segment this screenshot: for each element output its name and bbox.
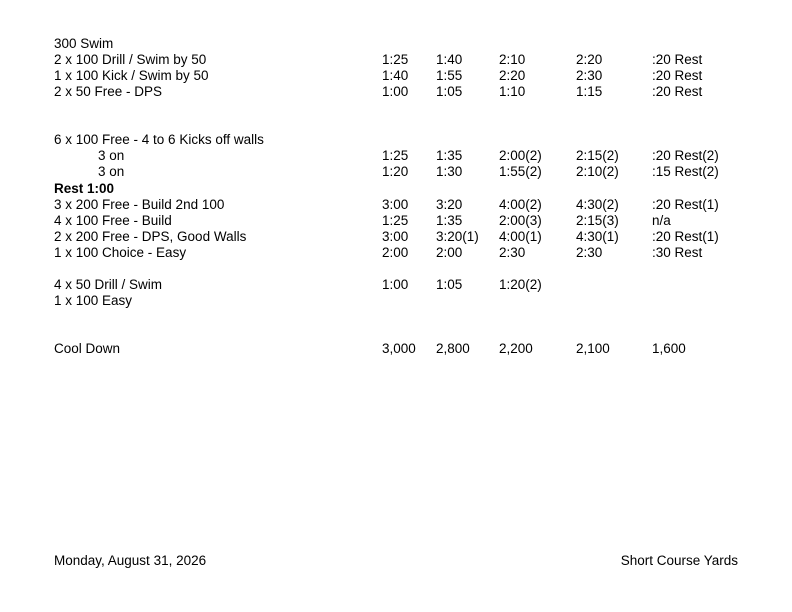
pace-col-1: 3:00 xyxy=(382,197,409,212)
pace-col-2: 1:05 xyxy=(436,84,463,99)
rest-heading: Rest 1:00 xyxy=(54,181,115,196)
pace-col-3: 2:20 xyxy=(499,68,526,83)
workout-row xyxy=(0,277,792,293)
set-description: 2 x 200 Free - DPS, Good Walls xyxy=(54,229,247,244)
workout-row xyxy=(0,245,792,261)
workout-row xyxy=(0,84,792,100)
pace-col-1: 1:20 xyxy=(382,164,409,179)
set-description: 4 x 50 Drill / Swim xyxy=(54,277,163,292)
pace-col-5: 1,600 xyxy=(652,341,686,356)
pace-col-1: 1:25 xyxy=(382,213,409,228)
pace-col-3: 1:55(2) xyxy=(499,164,542,179)
pace-col-5: :20 Rest xyxy=(652,52,703,67)
pace-col-4: 2:15(2) xyxy=(576,148,619,163)
pace-col-3: 2:00(3) xyxy=(499,213,542,228)
pace-col-1: 1:00 xyxy=(382,84,409,99)
pace-col-4: 1:15 xyxy=(576,84,603,99)
pace-col-4: 2:20 xyxy=(576,52,603,67)
pace-col-3: 1:10 xyxy=(499,84,526,99)
pace-col-4: 2:30 xyxy=(576,245,603,260)
pace-col-5: :20 Rest(2) xyxy=(652,148,719,163)
pace-col-2: 2:00 xyxy=(436,245,463,260)
workout-row xyxy=(0,68,792,84)
pace-col-3: 1:20(2) xyxy=(499,277,542,292)
pace-col-3: 2,200 xyxy=(499,341,533,356)
set-description: Cool Down xyxy=(54,341,121,356)
pace-col-2: 1:35 xyxy=(436,213,463,228)
pace-col-1: 2:00 xyxy=(382,245,409,260)
set-description: 1 x 100 Choice - Easy xyxy=(54,245,187,260)
workout-row xyxy=(0,164,792,180)
workout-row xyxy=(0,197,792,213)
set-description: 2 x 100 Drill / Swim by 50 xyxy=(54,52,207,67)
pace-col-4: 2,100 xyxy=(576,341,610,356)
pace-col-2: 1:30 xyxy=(436,164,463,179)
set-description: 1 x 100 Kick / Swim by 50 xyxy=(54,68,209,83)
pace-col-2: 1:35 xyxy=(436,148,463,163)
pace-col-5: :15 Rest(2) xyxy=(652,164,719,179)
set-description: 1 x 100 Easy xyxy=(54,293,133,308)
pace-col-1: 3,000 xyxy=(382,341,416,356)
pace-col-2: 1:40 xyxy=(436,52,463,67)
pace-col-2: 3:20 xyxy=(436,197,463,212)
workout-row xyxy=(0,36,792,52)
pace-col-2: 2,800 xyxy=(436,341,470,356)
pace-col-3: 4:00(1) xyxy=(499,229,542,244)
pace-col-2: 3:20(1) xyxy=(436,229,479,244)
pace-col-4: 2:15(3) xyxy=(576,213,619,228)
pace-col-1: 3:00 xyxy=(382,229,409,244)
footer-date: Monday, August 31, 2026 xyxy=(54,553,207,568)
pace-col-4: 2:10(2) xyxy=(576,164,619,179)
workout-row xyxy=(0,52,792,68)
workout-row xyxy=(0,293,792,309)
pace-col-5: n/a xyxy=(652,213,671,228)
set-description: 3 on xyxy=(98,148,125,163)
pace-col-1: 1:25 xyxy=(382,52,409,67)
footer-course-type: Short Course Yards xyxy=(620,553,738,568)
pace-col-2: 1:55 xyxy=(436,68,463,83)
pace-col-4: 4:30(1) xyxy=(576,229,619,244)
workout-row xyxy=(0,229,792,245)
pace-col-3: 4:00(2) xyxy=(499,197,542,212)
pace-col-5: :20 Rest xyxy=(652,68,703,83)
set-description: 300 Swim xyxy=(54,36,114,51)
set-description: 2 x 50 Free - DPS xyxy=(54,84,163,99)
workout-row xyxy=(0,213,792,229)
pace-col-4: 2:30 xyxy=(576,68,603,83)
workout-row xyxy=(0,181,792,197)
set-description: 3 x 200 Free - Build 2nd 100 xyxy=(54,197,225,212)
workout-row xyxy=(0,148,792,164)
pace-col-3: 2:00(2) xyxy=(499,148,542,163)
pace-col-5: :20 Rest(1) xyxy=(652,229,719,244)
pace-col-1: 1:40 xyxy=(382,68,409,83)
pace-col-2: 1:05 xyxy=(436,277,463,292)
pace-col-1: 1:00 xyxy=(382,277,409,292)
pace-col-4: 4:30(2) xyxy=(576,197,619,212)
workout-row xyxy=(0,132,792,148)
set-description: 3 on xyxy=(98,164,125,179)
pace-col-1: 1:25 xyxy=(382,148,409,163)
pace-col-3: 2:10 xyxy=(499,52,526,67)
pace-col-5: :30 Rest xyxy=(652,245,703,260)
set-description: 6 x 100 Free - 4 to 6 Kicks off walls xyxy=(54,132,264,147)
pace-col-5: :20 Rest(1) xyxy=(652,197,719,212)
set-description: 4 x 100 Free - Build xyxy=(54,213,172,228)
pace-col-3: 2:30 xyxy=(499,245,526,260)
workout-row xyxy=(0,341,792,357)
pace-col-5: :20 Rest xyxy=(652,84,703,99)
